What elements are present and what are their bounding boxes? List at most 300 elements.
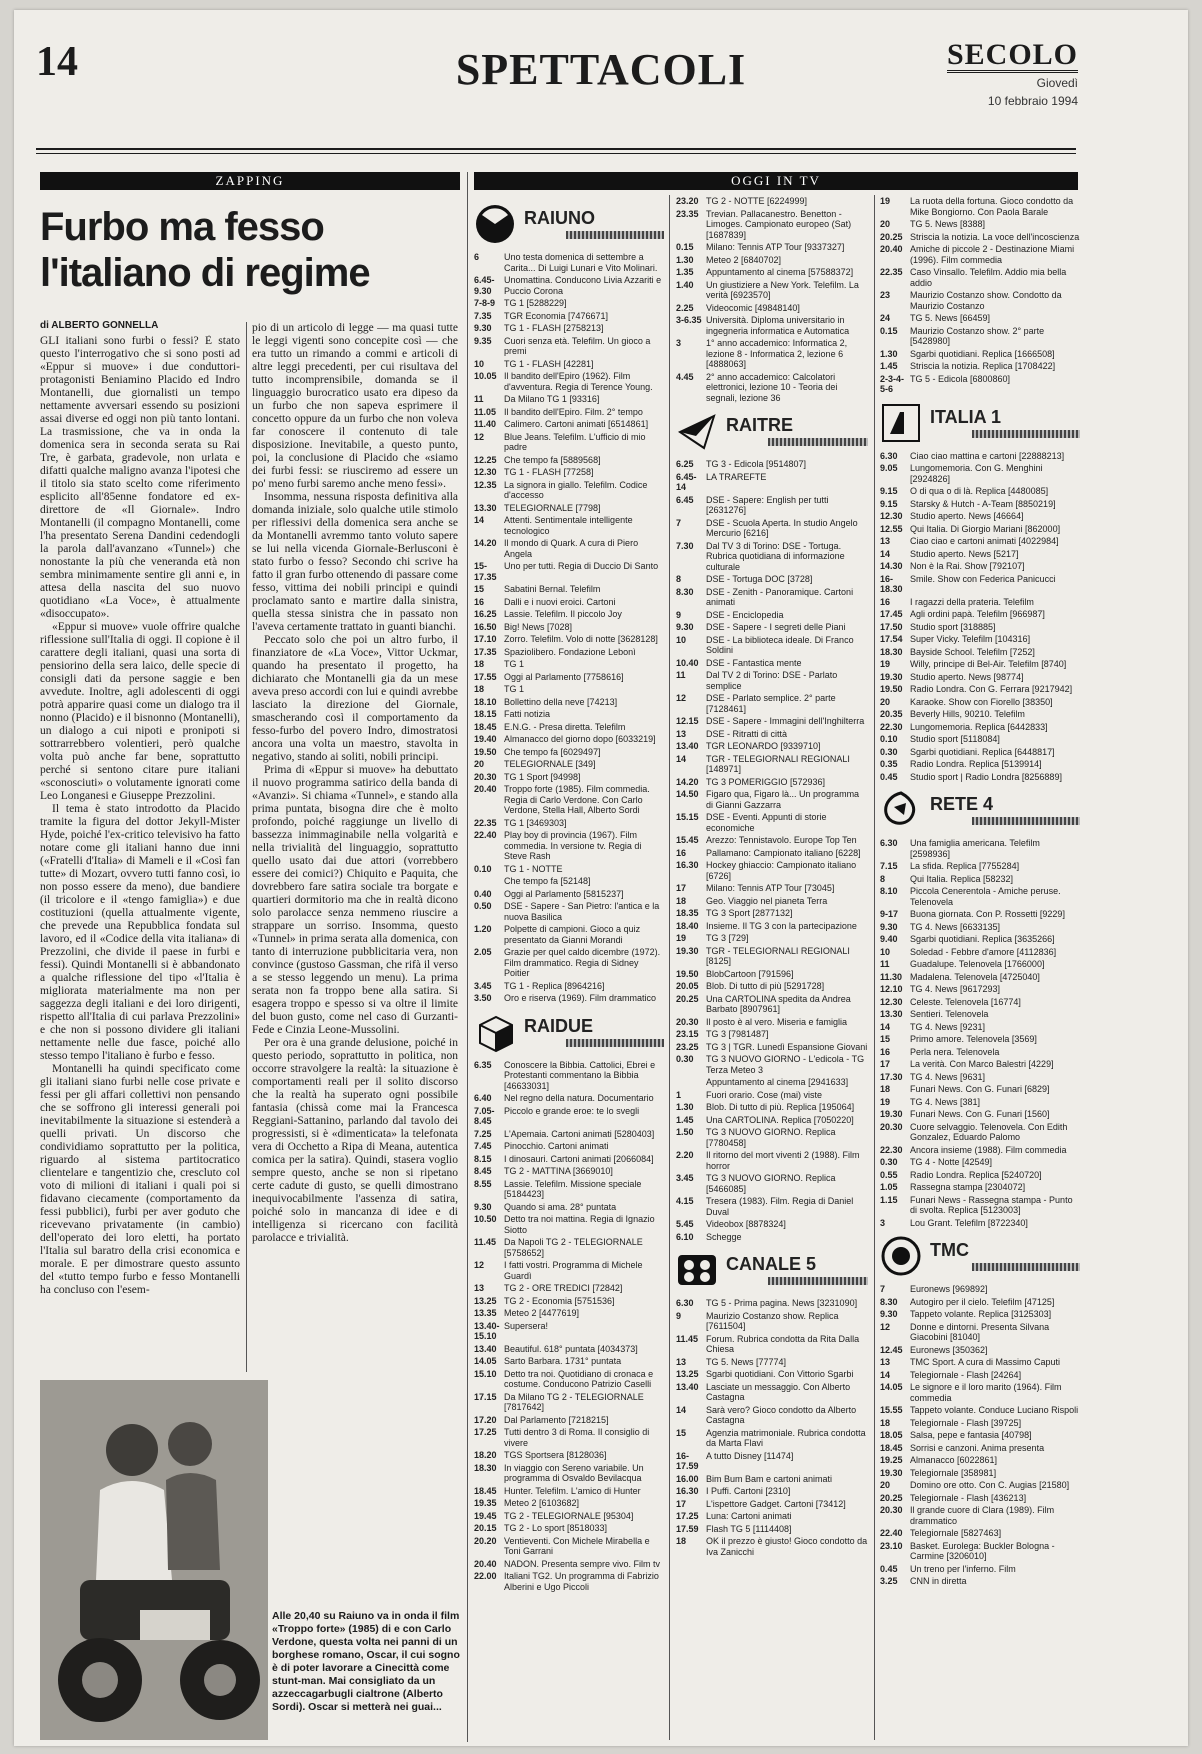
listing-time: 6.25 bbox=[676, 459, 694, 469]
rete4-logo-icon bbox=[880, 789, 922, 831]
listing-entry bbox=[474, 684, 664, 695]
raitre-listing bbox=[676, 459, 868, 1242]
listing-program: Milano: Tennis ATP Tour [73045] bbox=[706, 883, 835, 893]
channel-name: TMC bbox=[930, 1240, 969, 1260]
listing-program: E.N.G. - Presa diretta. Telefilm bbox=[504, 721, 626, 732]
listing-program: Ciao ciao e cartoni animati [4022984] bbox=[910, 536, 1059, 546]
listing-entry bbox=[676, 635, 868, 656]
listing-program: Forum. Rubrica condotta da Rita Dalla Chiesa bbox=[706, 1333, 860, 1354]
listing-program: TG 4. News [9617293] bbox=[910, 984, 1001, 994]
listing-entry bbox=[880, 451, 1080, 462]
listing-program: Willy, principe di Bel-Air. Telefilm [8740] bbox=[910, 659, 1067, 669]
listing-program: TG 2 - ORE TREDICI [72842] bbox=[504, 1283, 623, 1293]
listing-time: 19.30 bbox=[676, 945, 699, 956]
listing-program: TGR LEONARDO [9339710] bbox=[706, 741, 821, 751]
listing-entry bbox=[676, 495, 868, 516]
listing-program: Da Milano TG 2 - TELEGIORNALE [7817642] bbox=[504, 1391, 644, 1412]
listing-entry bbox=[474, 1450, 664, 1461]
listing-time: 6.30 bbox=[880, 838, 898, 848]
listing-time: 9 bbox=[676, 609, 682, 620]
listing-entry bbox=[880, 972, 1080, 983]
listing-time: 8 bbox=[676, 574, 682, 584]
channel-header-raitre bbox=[676, 409, 868, 453]
channel-strip bbox=[566, 1039, 664, 1047]
listing-time: 0.10 bbox=[880, 734, 898, 744]
listing-entry bbox=[474, 1106, 664, 1127]
listing-program: La signora in giallo. Telefilm. Codice d'accesso bbox=[504, 479, 648, 500]
tv-column-2 bbox=[676, 196, 868, 1742]
listing-entry bbox=[880, 647, 1080, 658]
listing-time: 18 bbox=[676, 895, 687, 906]
listing-time: 16.25 bbox=[474, 609, 497, 619]
listing-program: TMC Sport. A cura di Massimo Caputi bbox=[910, 1357, 1061, 1367]
listing-time: 9.30 bbox=[474, 1201, 492, 1212]
film-photo bbox=[40, 1380, 268, 1740]
channel-strip bbox=[972, 817, 1080, 825]
listing-entry bbox=[474, 597, 664, 608]
listing-time: 9.05 bbox=[880, 463, 898, 473]
listing-program: Sentieri. Telenovela bbox=[910, 1009, 989, 1019]
listing-entry bbox=[676, 338, 868, 370]
listing-time: 10 bbox=[676, 634, 687, 645]
listing-entry bbox=[474, 772, 664, 783]
listing-time: 12 bbox=[474, 431, 485, 442]
listing-entry bbox=[880, 1195, 1080, 1216]
listing-time: 11.30 bbox=[880, 971, 903, 982]
article-paragraph: pio di un articolo di legge — ma quasi tutte le leggi vigenti sono concepite così — che era tutto un rimando a commi e articoli di altre leggi precedenti, per cui risultava del tutto incomprensibile, domanda se il linguaggio burocratico usato era dipeso da un furbo che non sapeva esprimere il concetto oppure da un furbo che non voleva far conoscere il contenuto di tale disposizione. Inevitabile, a questo punto, poi, la conclusione di Placido che «siamo dei furbi fessi: se riusciremo ad essere un po' meno furbi saremo anche meno fessi». bbox=[252, 322, 458, 490]
listing-entry bbox=[880, 463, 1080, 484]
listing-program: Una CARTOLINA. Replica [7050220] bbox=[706, 1114, 854, 1125]
listing-program: Spaziolibero. Fondazione Lebonì bbox=[504, 646, 636, 657]
listing-time: 11 bbox=[474, 394, 484, 404]
listing-entry bbox=[474, 1427, 664, 1448]
listing-program: Telegiornale - Flash [24264] bbox=[910, 1369, 1022, 1380]
listing-program: OK il prezzo è giusto! Gioco condotto da Iva Zanicchi bbox=[706, 1536, 868, 1557]
listing-program: BlobCartoon [791596] bbox=[706, 968, 794, 979]
listing-program: Nel regno della natura. Documentario bbox=[504, 1093, 654, 1103]
listing-program: Videobox [8878324] bbox=[706, 1219, 786, 1229]
listing-time: 9.15 bbox=[880, 498, 898, 509]
listing-entry bbox=[676, 1042, 868, 1053]
listing-time: 18 bbox=[880, 1417, 891, 1428]
listing-time: 0.45 bbox=[880, 1563, 898, 1574]
listing-entry bbox=[474, 503, 664, 514]
listing-time: 2.25 bbox=[676, 302, 694, 313]
listing-program: Telegiornale [358981] bbox=[910, 1467, 997, 1478]
listing-time: 16.30 bbox=[676, 1486, 699, 1496]
listing-time: 16-18.30 bbox=[880, 573, 903, 594]
listing-entry bbox=[474, 1308, 664, 1319]
listing-entry bbox=[474, 419, 664, 430]
listing-program: Studio aperto. News [5217] bbox=[910, 548, 1019, 559]
listing-time: 10 bbox=[474, 358, 485, 369]
listing-entry bbox=[880, 1097, 1080, 1108]
listing-entry bbox=[676, 1017, 868, 1028]
listing-program: TG 1 [5288229] bbox=[504, 298, 567, 308]
listing-time: 6.40 bbox=[474, 1093, 492, 1103]
listing-time: 9 bbox=[676, 1310, 682, 1321]
listing-entry bbox=[474, 1321, 664, 1342]
listing-time: 15 bbox=[676, 1427, 687, 1438]
listing-entry bbox=[676, 518, 868, 539]
listing-time: 16 bbox=[474, 596, 485, 607]
listing-time: 8.45 bbox=[474, 1166, 492, 1176]
listing-time: 2.05 bbox=[474, 947, 492, 957]
listing-entry bbox=[676, 1232, 868, 1243]
listing-entry bbox=[676, 1451, 868, 1472]
article-column-2 bbox=[252, 322, 458, 1370]
listing-program: Sgarbi quotidiani. Replica [1666508] bbox=[910, 348, 1055, 359]
photo-caption: Alle 20,40 su Raiuno va in onda il film «Troppo forte» (1985) di e con Carlo Verdone, questa volta nei panni di un borghese romano, Oscar, il cui sogno è di poter lavorare a Cinecittà come stunt-man. Mai consigliato da un azzeccagarbugli cialtrone (Alberto Sordi). Oscar si metterà nei guai... bbox=[272, 1610, 460, 1713]
listing-program: Unomattina. Conducono Livia Azzariti e Puccio Corona bbox=[504, 275, 662, 296]
listing-entry bbox=[676, 1196, 868, 1217]
headline-line-1: Furbo ma fesso bbox=[40, 205, 324, 249]
listing-time: 11 bbox=[676, 670, 686, 680]
listing-time: 0.30 bbox=[880, 746, 898, 757]
listing-entry bbox=[474, 311, 664, 322]
listing-time: 8 bbox=[880, 873, 886, 884]
listing-program: Qui Italia. Replica [58232] bbox=[910, 873, 1014, 884]
listing-entry bbox=[880, 524, 1080, 535]
listing-time: 13.25 bbox=[474, 1295, 497, 1306]
listing-time: 6.45-14 bbox=[676, 471, 697, 492]
listing-entry bbox=[676, 1499, 868, 1510]
listing-entry bbox=[676, 280, 868, 301]
listing-program: Agli ordini papà. Telefilm [966987] bbox=[910, 609, 1045, 619]
listing-program: Salsa, pepe e fantasia [40798] bbox=[910, 1430, 1032, 1440]
listing-program: Dal TV 2 di Torino: DSE - Parlato semplice bbox=[706, 670, 838, 691]
article-headline bbox=[40, 204, 460, 296]
listing-program: TG 5. News [66459] bbox=[910, 313, 991, 323]
listing-time: 0.45 bbox=[880, 771, 898, 782]
listing-time: 11 bbox=[880, 959, 890, 969]
listing-program: Telegiornale [5827463] bbox=[910, 1528, 1002, 1538]
listing-program: In viaggio con Sereno variabile. Un programma di Osvaldo Bevilacqua bbox=[504, 1462, 644, 1483]
listing-entry bbox=[676, 242, 868, 253]
raidue-listing bbox=[474, 1060, 664, 1593]
listing-entry bbox=[880, 959, 1080, 970]
listing-time: 17.54 bbox=[880, 634, 903, 644]
listing-program: Una CARTOLINA spedita da Andrea Barbato [8907961] bbox=[706, 993, 851, 1014]
channel-header-canale5 bbox=[676, 1248, 868, 1292]
listing-program: Domino ore otto. Con C. Augias [21580] bbox=[910, 1480, 1070, 1490]
listing-program: Ciao ciao mattina e cartoni [22888213] bbox=[910, 450, 1065, 461]
listing-time: 12.55 bbox=[880, 523, 903, 534]
listing-time: 17.35 bbox=[474, 646, 497, 657]
listing-entry bbox=[880, 1322, 1080, 1343]
listing-entry bbox=[880, 1418, 1080, 1429]
listing-entry bbox=[880, 1047, 1080, 1058]
listing-time: 17.59 bbox=[676, 1523, 699, 1534]
listing-entry bbox=[474, 371, 664, 392]
listing-time: 1.45 bbox=[676, 1114, 694, 1125]
listing-time: 19.35 bbox=[474, 1498, 497, 1508]
listing-program: LA TRAREFTE bbox=[706, 471, 767, 482]
listing-entry bbox=[676, 1405, 868, 1426]
raidue-night-listing bbox=[676, 196, 868, 403]
listing-entry bbox=[474, 1356, 664, 1367]
listing-time: 15 bbox=[880, 1034, 891, 1044]
listing-entry bbox=[880, 313, 1080, 324]
listing-program: TG 4. News [6633135] bbox=[910, 921, 1001, 932]
tv-column-1 bbox=[474, 196, 664, 1742]
listing-time: 0.35 bbox=[880, 759, 898, 769]
listing-program: Super Vicky. Telefilm [104316] bbox=[910, 634, 1031, 644]
listing-program: Buona giornata. Con P. Rossetti [9229] bbox=[910, 909, 1065, 919]
listing-time: 12.15 bbox=[676, 716, 699, 726]
listing-time: 20.25 bbox=[880, 1492, 903, 1503]
listing-program: Telegiornale - Flash [436213] bbox=[910, 1492, 1027, 1503]
tv-column-rule bbox=[874, 195, 875, 1740]
film-photo-illustration bbox=[40, 1380, 268, 1740]
listing-program: Meteo 2 [6840702] bbox=[706, 254, 782, 265]
listing-time: 9.15 bbox=[880, 486, 898, 496]
listing-program: Detto tra noi mattina. Regia di Ignazio Siotto bbox=[504, 1214, 655, 1235]
listing-time: 22.35 bbox=[474, 817, 497, 828]
listing-time: 16 bbox=[880, 596, 891, 607]
listing-program: Geo. Viaggio nel pianeta Terra bbox=[706, 895, 828, 906]
listing-entry bbox=[474, 818, 664, 829]
listing-program: DSE - Sapere - Immagini dell'Inghilterra bbox=[706, 716, 865, 726]
listing-time: 10 bbox=[880, 946, 891, 957]
listing-program: Oggi al Parlamento [5815237] bbox=[504, 888, 624, 899]
listing-program: Blob. Di tutto di più [5291728] bbox=[706, 981, 825, 991]
listing-time: 7.35 bbox=[474, 310, 492, 321]
listing-entry bbox=[676, 789, 868, 810]
listing-entry bbox=[880, 486, 1080, 497]
listing-program: Agenzia matrimoniale. Rubrica condotta da Marta Flavi bbox=[706, 1427, 866, 1448]
tmc-logo-icon bbox=[880, 1235, 922, 1277]
listing-entry bbox=[676, 574, 868, 585]
listing-entry bbox=[676, 1173, 868, 1194]
listing-entry bbox=[880, 722, 1080, 733]
listing-program: Autogiro per il cielo. Telefilm [47125] bbox=[910, 1296, 1055, 1307]
listing-entry bbox=[474, 609, 664, 620]
listing-time: 23.20 bbox=[676, 196, 699, 206]
listing-program: Funari News. Con G. Funari [6829] bbox=[910, 1084, 1050, 1094]
listing-program: Da Milano TG 1 [93316] bbox=[504, 394, 600, 404]
listing-entry bbox=[880, 597, 1080, 608]
listing-entry bbox=[676, 777, 868, 788]
listing-time: 13 bbox=[880, 536, 891, 546]
listing-program: Lasciate un messaggio. Con Alberto Castagna bbox=[706, 1381, 851, 1402]
listing-time: 10.50 bbox=[474, 1214, 497, 1224]
listing-program: Cuori senza età. Telefilm. Un gioco a premi bbox=[504, 335, 651, 356]
listing-entry bbox=[474, 622, 664, 633]
listing-program: Play boy di provincia (1967). Film commedia. In versione tv. Regia di Steve Rash bbox=[504, 830, 642, 861]
listing-program: Soledad - Febbre d'amore [4112836] bbox=[910, 946, 1057, 957]
listing-entry bbox=[676, 610, 868, 621]
listing-entry bbox=[474, 1571, 664, 1592]
listing-program: Fuori orario. Cose (mai) viste bbox=[706, 1089, 823, 1100]
page-number: 14 bbox=[36, 39, 78, 85]
newspaper-page bbox=[14, 10, 1188, 1746]
listing-program: Grazie per quel caldo dicembre (1972). Film drammatico. Regia di Sidney Poitier bbox=[504, 947, 661, 978]
listing-time: 11.05 bbox=[474, 406, 497, 417]
listing-program: TGR - TELEGIORNALI REGIONALI [8125] bbox=[706, 945, 850, 966]
listing-entry bbox=[474, 734, 664, 745]
listing-entry bbox=[880, 1357, 1080, 1368]
listing-program: Amiche di piccole 2 - Destinazione Miami (1996). Film commedia bbox=[910, 244, 1075, 265]
listing-time: 12.10 bbox=[880, 984, 903, 994]
tv-column-3 bbox=[880, 196, 1080, 1742]
listing-time: 3.25 bbox=[880, 1576, 898, 1586]
listing-program: Schegge bbox=[706, 1231, 742, 1242]
italia1-listing bbox=[880, 451, 1080, 783]
canale5-evening-listing bbox=[880, 196, 1080, 395]
listing-program: DSE - Sapere: English per tutti [2631276] bbox=[706, 494, 829, 515]
listing-time bbox=[474, 876, 504, 887]
listing-time: 7.45 bbox=[474, 1141, 492, 1151]
listing-time: 20.40 bbox=[474, 1558, 497, 1569]
listing-time: 12 bbox=[880, 1321, 891, 1332]
listing-entry bbox=[880, 511, 1080, 522]
listing-entry bbox=[474, 1129, 664, 1140]
listing-entry bbox=[676, 812, 868, 833]
listing-entry bbox=[474, 407, 664, 418]
listing-program: L'Apemaia. Cartoni animati [5280403] bbox=[504, 1128, 655, 1139]
listing-entry bbox=[474, 515, 664, 536]
listing-program: DSE - Parlato semplice. 2° parte [7128461] bbox=[706, 693, 836, 714]
listing-entry bbox=[880, 984, 1080, 995]
listing-time: 8.30 bbox=[676, 586, 694, 597]
listing-program: Ancora insieme (1988). Film commedia bbox=[910, 1144, 1067, 1155]
listing-entry bbox=[474, 981, 664, 992]
listing-time: 1.30 bbox=[676, 254, 694, 265]
listing-time: 19.25 bbox=[880, 1455, 903, 1465]
listing-entry bbox=[474, 1344, 664, 1355]
listing-entry bbox=[474, 947, 664, 979]
listing-time: 20.30 bbox=[880, 1121, 903, 1132]
listing-program: Karaoke. Show con Fiorello [38350] bbox=[910, 696, 1053, 707]
listing-entry bbox=[474, 1141, 664, 1152]
listing-time: 1.30 bbox=[880, 348, 898, 359]
listing-time: 13 bbox=[880, 1357, 891, 1367]
article-paragraph: Prima di «Eppur si muove» ha debuttato il nuovo programma satirico della banda di «Avanzi». Si chiama «Tunnel», e stando alla prima puntata, bisogna dire che è molto profondo, poiché raggiunge un livello di bassezza inimmaginabile nella volgarità e nella trivialità del linguaggio, soprattutto quello usato dai due attori (vorrebbero essere dei comici?) Chiquito e Paquita, che dovrebbero fare satira sociale tra borgate e quartieri dormitorio ma che in realtà dicono solo parolacce senza nemmeno riuscire a strappare un sorriso. Insomma, questo «Tunnel» in prima serata alla domenica, con tanto di interruzione pubblicitaria vera, non convince (gustoso Gassman, che rifà il verso a se stesso leggendo un menu). La prima serata non fa troppo bene alla satira. Si esagera troppo e spesso si va oltre il limite del buon gusto, come nel caso di Gurzanti-Fede e Cinzia Leone-Mussolini. bbox=[252, 764, 458, 1036]
listing-program: Tresera (1983). Film. Regia di Daniel Duval bbox=[706, 1196, 854, 1217]
listing-entry bbox=[880, 1122, 1080, 1143]
listing-program: Che tempo fa [5889568] bbox=[504, 454, 601, 465]
listing-program: Sarto Barbara. 1731° puntata bbox=[504, 1356, 622, 1366]
listing-entry bbox=[474, 394, 664, 405]
listing-time: 22.40 bbox=[880, 1528, 903, 1538]
listing-time: 0.40 bbox=[474, 888, 492, 899]
listing-program: Striscia la notizia. Replica [1708422] bbox=[910, 361, 1056, 371]
listing-time: 19 bbox=[880, 196, 891, 206]
listing-program: TG 2 - Economia [5751536] bbox=[504, 1295, 615, 1306]
listing-entry bbox=[474, 323, 664, 334]
listing-entry bbox=[676, 1077, 868, 1088]
listing-program: Almanacco [6022861] bbox=[910, 1455, 998, 1465]
listing-entry bbox=[880, 1034, 1080, 1045]
listing-entry bbox=[676, 1029, 868, 1040]
listing-program: Telegiornale - Flash [39725] bbox=[910, 1417, 1022, 1428]
listing-program: TG 3 - Edicola [9514807] bbox=[706, 459, 807, 469]
listing-entry bbox=[880, 759, 1080, 770]
listing-program: 1° anno accademico: Informatica 2, lezione 8 - Informatica 2, lezione 6 [4888063] bbox=[706, 338, 848, 369]
channel-name: RETE 4 bbox=[930, 794, 994, 814]
listing-time: 20 bbox=[880, 696, 891, 707]
listing-entry bbox=[474, 432, 664, 453]
listing-entry bbox=[880, 947, 1080, 958]
listing-time: 20.30 bbox=[880, 1505, 903, 1515]
listing-entry bbox=[880, 290, 1080, 311]
listing-time: 1.35 bbox=[676, 267, 694, 277]
article-paragraph: «Eppur si muove» vuole offrire qualche riflessione sull'Italia di oggi. Il copione è il carattere degli italiani, quasi una sorta di pensiorino della sera laico, delle specie di consigli dati da persone saggie e ben avvedute. Inoltre, agli adolescenti di oggi potrà apparire quasi come un dialogo tra il nonno (Placido) e il bisnonno (Montanelli), un dialogo a cui nipoti e pronipoti si sottrarrebbero volentieri, però qualche volta può anche far bene, soprattutto perché si sentono citare pure italiani «sconosciuti» o volutamente ignorati come Leo Longanesi e Giuseppe Prezzolini. bbox=[40, 621, 240, 802]
listing-time: 12.30 bbox=[880, 511, 903, 521]
listing-entry bbox=[474, 1060, 664, 1092]
listing-time: 7 bbox=[676, 517, 682, 528]
listing-time: 13 bbox=[676, 1356, 687, 1367]
listing-program: Starsky & Hutch - A-Team [8850219] bbox=[910, 498, 1056, 509]
listing-entry bbox=[676, 896, 868, 907]
listing-time: 1.50 bbox=[676, 1127, 694, 1137]
listing-time: 23.25 bbox=[676, 1041, 699, 1052]
channel-strip bbox=[566, 231, 664, 239]
listing-time: 3.45 bbox=[474, 980, 492, 991]
listing-program: Basket. Eurolega: Buckler Bologna - Carmine [3206010] bbox=[910, 1540, 1055, 1561]
listing-entry bbox=[474, 1283, 664, 1294]
listing-time: 11.45 bbox=[676, 1333, 699, 1344]
listing-entry bbox=[474, 634, 664, 645]
listing-time: 24 bbox=[880, 313, 891, 323]
listing-program: Beverly Hills, 90210. Telefilm bbox=[910, 709, 1025, 719]
listing-entry bbox=[676, 1536, 868, 1557]
listing-entry bbox=[880, 838, 1080, 859]
listing-program: TELEGIORNALE [349] bbox=[504, 759, 596, 769]
listing-time: 0.50 bbox=[474, 901, 492, 911]
listing-entry bbox=[474, 1392, 664, 1413]
listing-time: 17.30 bbox=[880, 1071, 903, 1082]
headline-line-2: l'italiano di regime bbox=[40, 251, 370, 295]
listing-program: I fatti vostri. Programma di Michele Guardì bbox=[504, 1260, 643, 1281]
listing-program: Funari News. Con G. Funari [1560] bbox=[910, 1109, 1050, 1119]
listing-program: Studio sport [318885] bbox=[910, 621, 996, 632]
listing-entry bbox=[880, 861, 1080, 872]
listing-entry bbox=[474, 1179, 664, 1200]
listing-time: 14 bbox=[880, 1369, 891, 1380]
rete4-listing bbox=[880, 838, 1080, 1228]
listing-entry bbox=[676, 622, 868, 633]
listing-entry bbox=[474, 1214, 664, 1235]
listing-program: Euronews [969892] bbox=[910, 1284, 988, 1294]
listing-time: 14.20 bbox=[676, 776, 699, 787]
listing-time: 7-8-9 bbox=[474, 298, 496, 308]
listing-time: 1.05 bbox=[880, 1182, 898, 1192]
listing-program: DSE - Eventi. Appunti di storie economiche bbox=[706, 812, 827, 833]
listing-time: 19 bbox=[676, 933, 687, 943]
listing-entry bbox=[474, 538, 664, 559]
listing-time: 14 bbox=[676, 1404, 687, 1415]
listing-entry bbox=[474, 1523, 664, 1534]
listing-program: Italiani TG2. Un programma di Fabrizio Alberini e Ugo Piccoli bbox=[504, 1571, 659, 1592]
listing-entry bbox=[474, 1369, 664, 1390]
raidue-logo-icon bbox=[474, 1011, 516, 1053]
listing-program: Funari News - Rassegna stampa - Punto di svolta. Replica [5123003] bbox=[910, 1194, 1073, 1215]
listing-time: 19.30 bbox=[880, 671, 903, 682]
listing-time: 17 bbox=[676, 883, 687, 893]
listing-program: Calimero. Cartoni animati [6514861] bbox=[504, 419, 649, 429]
listing-program: TGR Economia [7476671] bbox=[504, 310, 609, 321]
listing-time: 17 bbox=[880, 1059, 891, 1069]
listing-time: 20.05 bbox=[676, 981, 699, 991]
section-divider bbox=[467, 172, 468, 1742]
listing-program: TG 1 - FLASH [42281] bbox=[504, 358, 594, 369]
italia1-logo-icon bbox=[880, 402, 922, 444]
listing-time: 15-17.35 bbox=[474, 561, 497, 582]
listing-program: Hunter. Telefilm. L'amico di Hunter bbox=[504, 1485, 641, 1496]
listing-program: TG 3 | TGR. Lunedì Espansione Giovani bbox=[706, 1041, 868, 1052]
